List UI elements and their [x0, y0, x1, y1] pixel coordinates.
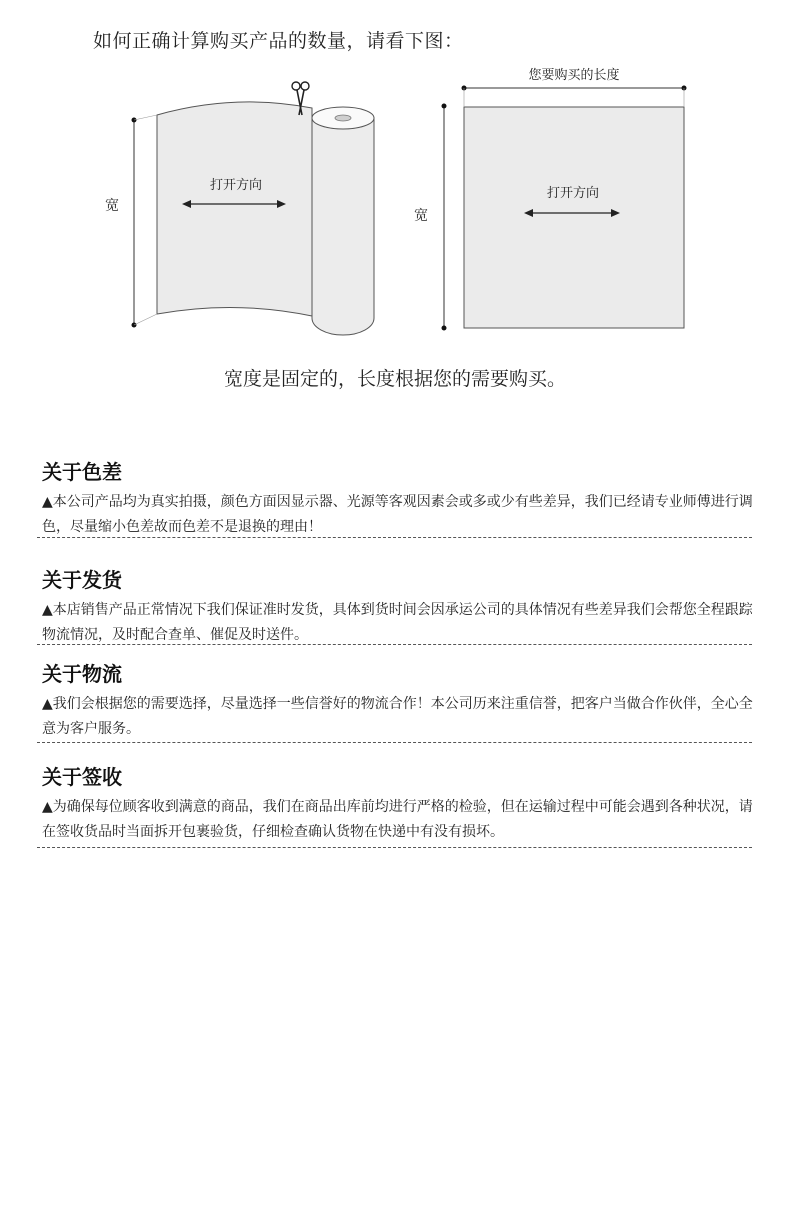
- section-title: 关于发货: [42, 568, 122, 592]
- divider: [37, 537, 752, 538]
- section-body: ▲我们会根据您的需要选择，尽量选择一些信誉好的物流合作！本公司历来注重信誉，把客户当做合作伙伴，全心全意为客户服务。: [42, 696, 753, 737]
- section-body: ▲为确保每位顾客收到满意的商品，我们在商品出库前均进行严格的检验，但在运输过程中可能会遇到各种状况，请在签收货品时当面拆开包裹验货，仔细检查确认货物在快递中有没有损坏。: [42, 799, 753, 840]
- section-logistics: [42, 662, 754, 742]
- section-color-difference: [42, 460, 754, 540]
- measurement-diagram: [0, 0, 790, 350]
- divider: [37, 742, 752, 743]
- divider: [37, 847, 752, 848]
- section-title: 关于签收: [42, 765, 122, 789]
- roll-illustration: [105, 82, 374, 335]
- section-body: ▲本店销售产品正常情况下我们保证准时发货，具体到货时间会因承运公司的具体情况有些差异我们会帮您全程跟踪物流情况，及时配合查单、催促及时送件。: [42, 602, 753, 643]
- divider: [37, 644, 752, 645]
- roll-direction-label: 打开方向: [209, 178, 263, 193]
- section-title: 关于色差: [42, 460, 122, 484]
- page-title: 如何正确计算购买产品的数量，请看下图：: [93, 30, 464, 52]
- section-receipt: [42, 765, 754, 845]
- sheet-illustration: [414, 67, 687, 331]
- section-shipping: [42, 568, 754, 648]
- sheet-length-label: 您要购买的长度: [528, 68, 620, 83]
- diagram-caption: 宽度是固定的，长度根据您的需要购买。: [223, 368, 566, 390]
- section-body: ▲本公司产品均为真实拍摄，颜色方面因显示器、光源等客观因素会或多或少有些差异，我们已经请专业师傅进行调色，尽量缩小色差故而色差不是退换的理由！: [42, 494, 753, 535]
- roll-width-label: 宽: [105, 198, 119, 214]
- section-title: 关于物流: [42, 662, 122, 686]
- sheet-width-label: 宽: [414, 208, 428, 224]
- sheet-direction-label: 打开方向: [546, 186, 600, 201]
